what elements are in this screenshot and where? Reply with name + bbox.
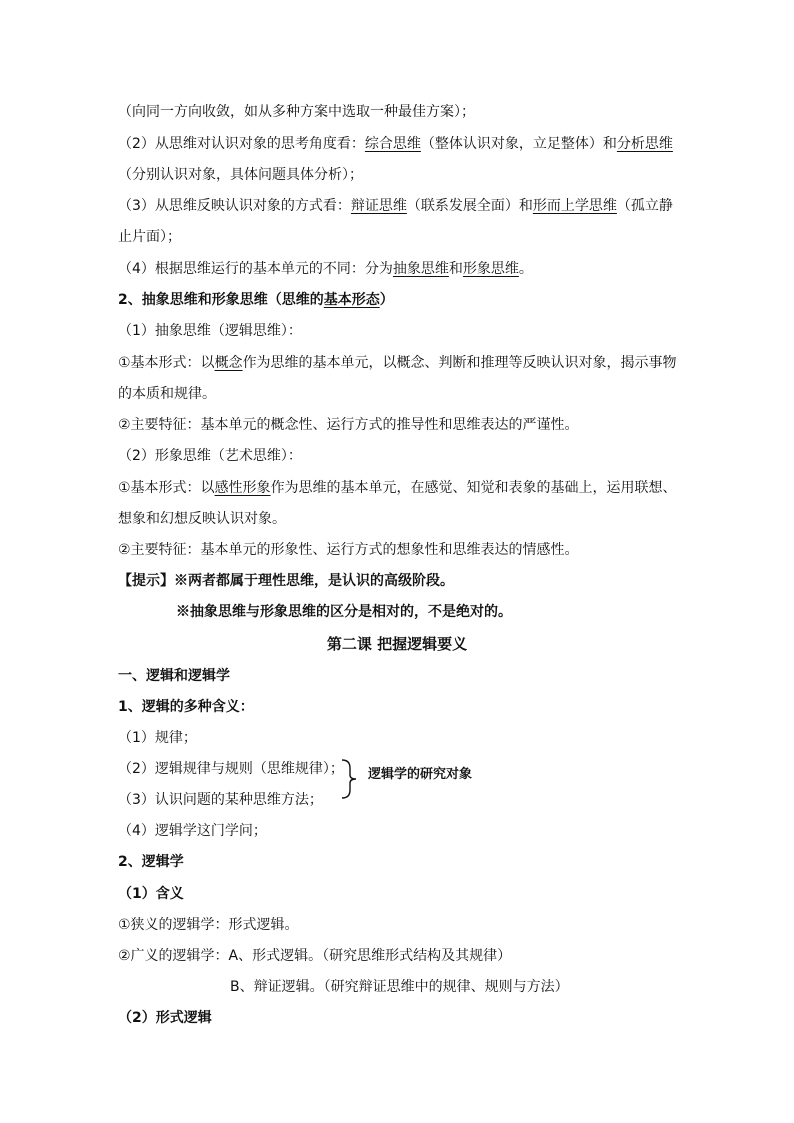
text-line: ①狭义的逻辑学：形式逻辑。 [118, 917, 299, 933]
text-line: 想象和幻想反映认识对象。 [118, 511, 286, 527]
tip-line: ※抽象思维与形象思维的区分是相对的，不是绝对的。 [176, 604, 512, 620]
text-span: （整体认识对象，立足整体）和 [420, 136, 617, 152]
text-line: B、辩证逻辑。（研究辩证思维中的规律、规则与方法） [230, 979, 569, 995]
text-line: （1）抽象思维（逻辑思维）： [118, 323, 302, 339]
section-heading: （2）形式逻辑 [118, 1010, 212, 1026]
text-span: （2）从思维对认识对象的思考角度看： [118, 136, 365, 152]
section-heading: 2、逻辑学 [118, 854, 184, 870]
text-line: （分别认识对象，具体问题具体分析）； [118, 167, 363, 183]
tip-line: 【提示】※两者都属于理性思维，是认识的高级阶段。 [118, 573, 454, 589]
text-span: 作为思维的基本单元，在感觉、知觉和表象的基础上，运用联想、 [270, 480, 677, 496]
term-image-thinking: 形象思维 [462, 261, 519, 277]
text-line: ②广义的逻辑学：A、形式逻辑。（研究思维形式结构及其规律） [118, 948, 512, 964]
text-line [118, 478, 677, 498]
term-analytic-thinking: 分析思维 [616, 136, 673, 152]
section-heading: 1、逻辑的多种含义： [118, 699, 254, 715]
text-span: （孤立静 [616, 198, 673, 214]
brace-annotation: 逻辑学的研究对象 [368, 767, 473, 782]
text-line: （2）形象思维（艺术思维）： [118, 448, 302, 464]
text-span: （联系发展全面）和 [406, 198, 533, 214]
term-concept: 概念 [214, 355, 243, 371]
text-span: ①基本形式：以 [118, 355, 215, 371]
text-span: 。 [518, 261, 533, 277]
term-perceptual-image: 感性形象 [214, 480, 271, 496]
text-span: ） [379, 292, 394, 308]
term-basic-form: 基本形态 [323, 292, 380, 308]
text-line: ②主要特征：基本单元的概念性、运行方式的推导性和思维表达的严谨性。 [118, 417, 579, 433]
text-line: （向同一方向收敛，如从多种方案中选取一种最佳方案）； [118, 104, 475, 120]
text-line: （3）认识问题的某种思维方法； [118, 792, 323, 808]
text-span: 和 [448, 261, 463, 277]
text-span: 作为思维的基本单元，以概念、判断和推理等反映认识对象，揭示事物 [242, 355, 677, 371]
text-line: 止片面）； [118, 229, 181, 245]
section-heading [118, 290, 394, 310]
section-heading: （1）含义 [118, 886, 184, 902]
term-abstract-thinking: 抽象思维 [392, 261, 449, 277]
text-line: ②主要特征：基本单元的形象性、运行方式的想象性和思维表达的情感性。 [118, 542, 579, 558]
text-line [118, 259, 533, 279]
text-span: （3）从思维反映认识对象的方式看： [118, 198, 351, 214]
text-line: （1）规律； [118, 730, 197, 746]
text-line [118, 134, 673, 154]
section-heading: 一、逻辑和逻辑学 [118, 668, 230, 684]
brace-icon [340, 758, 362, 800]
text-line: 的本质和规律。 [118, 386, 216, 402]
text-line [118, 353, 677, 373]
term-dialectical-thinking: 辩证思维 [350, 198, 407, 214]
text-span: ①基本形式：以 [118, 480, 215, 496]
text-span: 2、抽象思维和形象思维（思维的 [118, 292, 324, 308]
lesson-title: 第二课 把握逻辑要义 [326, 635, 468, 653]
text-line: （4）逻辑学这门学问； [118, 823, 267, 839]
text-span: （4）根据思维运行的基本单元的不同：分为 [118, 261, 393, 277]
text-line [118, 196, 673, 216]
term-synthetic-thinking: 综合思维 [364, 136, 421, 152]
term-metaphysical-thinking: 形而上学思维 [532, 198, 617, 214]
text-line: （2）逻辑规律与规则（思维规律）； [118, 761, 344, 777]
